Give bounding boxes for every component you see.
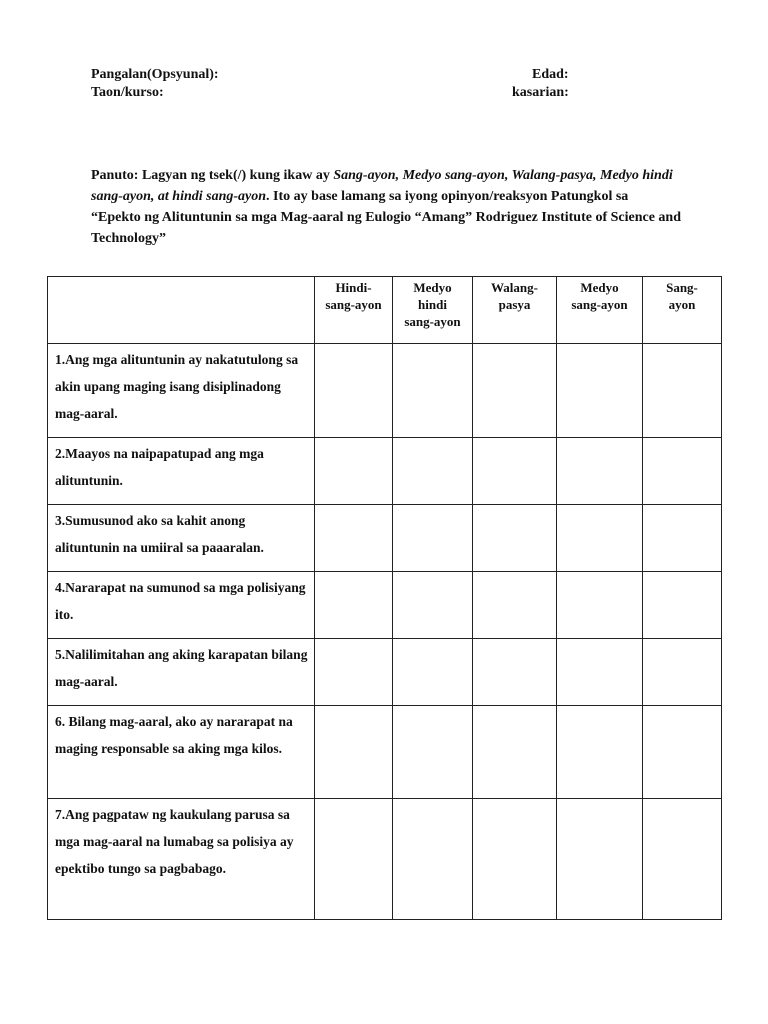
name-label: Pangalan(Opsyunal): [91,67,219,82]
answer-cell[interactable] [643,572,722,639]
answer-cell[interactable] [643,438,722,505]
answer-cell[interactable] [643,799,722,920]
answer-cell[interactable] [557,799,643,920]
col-header-walang-pasya: Walang- pasya [473,277,557,344]
answer-cell[interactable] [473,706,557,799]
answer-cell[interactable] [643,344,722,438]
answer-cell[interactable] [393,344,473,438]
instructions-suffix: . Ito ay base lamang sa iyong opinyon/reaksyon Patungkol sa “Epekto ng Alituntunin sa mga Mag-aaral ng Eulogio “Amang” Rodriguez Institute of Science and Technology” [91,189,681,246]
question-4: 4.Nararapat na sumunod sa mga polisiyang ito. [48,572,315,639]
answer-cell[interactable] [473,572,557,639]
answer-cell[interactable] [557,505,643,572]
answer-cell[interactable] [315,799,393,920]
col-header-medyo-sang-ayon: Medyo sang-ayon [557,277,643,344]
survey-table [47,276,722,920]
table-row [48,706,722,799]
answer-cell[interactable] [393,572,473,639]
answer-cell[interactable] [557,572,643,639]
question-7: 7.Ang pagpataw ng kaukulang parusa sa mga mag-aaral na lumabag sa polisiya ay epektibo tungo sa pagbabago. [48,799,315,920]
table-row [48,799,722,920]
question-5: 5.Nalilimitahan ang aking karapatan bilang mag-aaral. [48,639,315,706]
col-header-hindi-sang-ayon: Hindi- sang-ayon [315,277,393,344]
table-row [48,438,722,505]
instructions [91,165,681,249]
answer-cell[interactable] [315,572,393,639]
answer-cell[interactable] [473,799,557,920]
answer-cell[interactable] [557,438,643,505]
header-empty-cell [48,277,315,344]
question-1: 1.Ang mga alituntunin ay nakatutulong sa akin upang maging isang disiplinadong mag-aaral. [48,344,315,438]
answer-cell[interactable] [315,639,393,706]
answer-cell[interactable] [393,799,473,920]
answer-cell[interactable] [473,438,557,505]
answer-cell[interactable] [393,505,473,572]
answer-cell[interactable] [315,505,393,572]
answer-cell[interactable] [473,505,557,572]
answer-cell[interactable] [393,639,473,706]
question-6: 6. Bilang mag-aaral, ako ay nararapat na maging responsable sa aking mga kilos. [48,706,315,799]
answer-cell[interactable] [643,706,722,799]
col-header-medyo-hindi-sang-ayon: Medyo hindi sang-ayon [393,277,473,344]
answer-cell[interactable] [557,706,643,799]
table-row [48,505,722,572]
year-course-label: Taon/kurso: [91,85,164,100]
question-3: 3.Sumusunod ako sa kahit anong alituntunin na umiiral sa paaaralan. [48,505,315,572]
answer-cell[interactable] [393,706,473,799]
answer-cell[interactable] [393,438,473,505]
answer-cell[interactable] [557,639,643,706]
instructions-choices: Sang-ayon, Medyo sang-ayon, Walang-pasya, Medyo hindi sang-ayon, at hindi sang-ayon [91,168,673,204]
answer-cell[interactable] [643,639,722,706]
instructions-prefix: Panuto: Lagyan ng tsek(/) kung ikaw ay [91,168,334,183]
table-header-row [48,277,722,344]
answer-cell[interactable] [557,344,643,438]
table-row [48,344,722,438]
answer-cell[interactable] [473,344,557,438]
table-row [48,572,722,639]
age-label: Edad: [532,67,569,82]
sex-label: kasarian: [512,85,569,100]
question-2: 2.Maayos na naipapatupad ang mga alituntunin. [48,438,315,505]
col-header-sang-ayon: Sang- ayon [643,277,722,344]
answer-cell[interactable] [473,639,557,706]
table-row [48,639,722,706]
answer-cell[interactable] [315,706,393,799]
answer-cell[interactable] [315,344,393,438]
answer-cell[interactable] [315,438,393,505]
answer-cell[interactable] [643,505,722,572]
